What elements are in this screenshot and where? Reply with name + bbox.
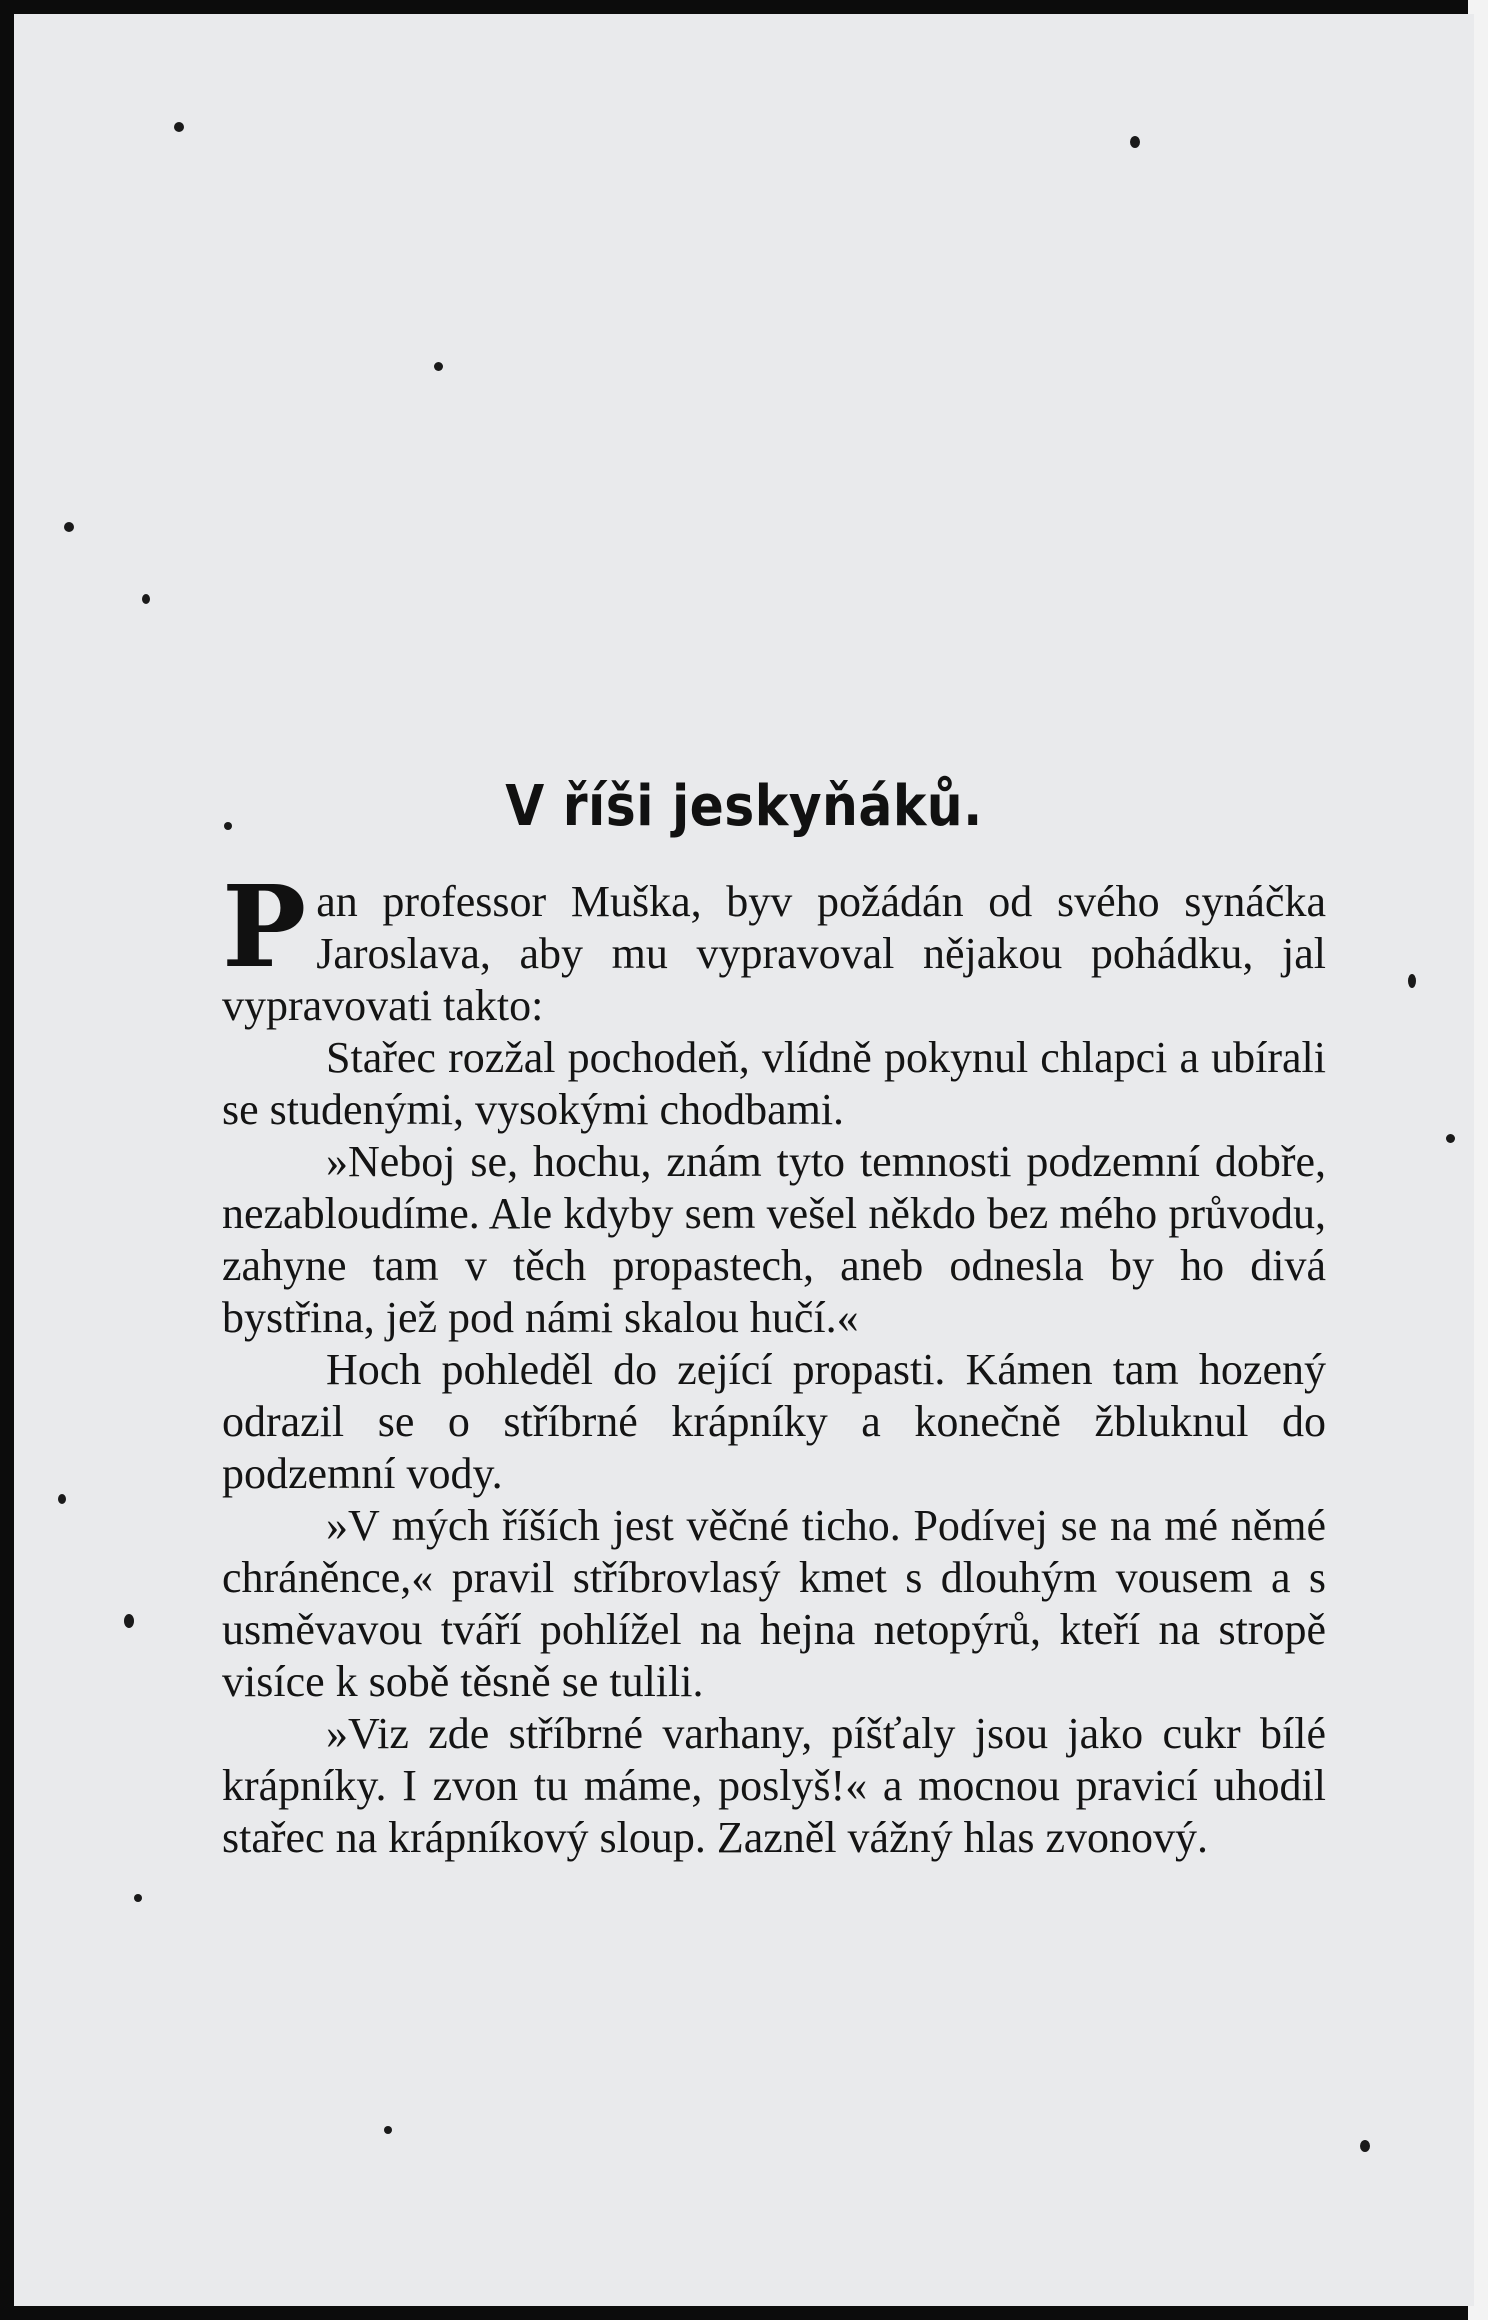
paragraph-5: »V mých říších jest věčné ticho. Podívej se na mé němé chráněnce,« pravil stříbrovlasý kmet s dlouhým vousem a s usměvavou tváří pohlížel na hejna netopýrů, kteří na stropě visíce k sobě těsně se tulili. xyxy=(222,1501,1326,1706)
paragraph-4: Hoch pohleděl do zející propasti. Kámen tam hozený odrazil se o stříbrné krápníky a konečně žbluknul do podzemní vody. xyxy=(222,1345,1326,1498)
paragraph-3: »Neboj se, hochu, znám tyto temnosti podzemní dobře, nezabloudíme. Ale kdyby sem vešel někdo bez mého průvodu, zahyne tam v těch propastech, aneb odnesla by ho divá bystřina, jež pod námi skalou hučí.« xyxy=(222,1137,1326,1342)
book-page xyxy=(14,14,1474,2306)
body-text xyxy=(222,862,1326,1864)
drop-cap: P xyxy=(222,862,307,993)
paragraph-1-text: an professor Muška, byv požádán od svého synáčka Jaroslava, aby mu vypravoval nějakou pohádku, jal vypravovati takto: xyxy=(222,877,1326,1030)
ink-speck xyxy=(134,1894,142,1902)
paragraph-6: »Viz zde stříbrné varhany, píšťaly jsou jako cukr bílé krápníky. I zvon tu máme, poslyš!« a mocnou pravicí uhodil stařec na krápníkový sloup. Zazněl vážný hlas zvonový. xyxy=(222,1709,1326,1862)
ink-speck xyxy=(1408,974,1416,988)
chapter-title: V říši jeskyňáků. xyxy=(505,774,983,839)
ink-speck xyxy=(434,362,443,371)
ink-speck xyxy=(142,594,150,604)
ink-speck xyxy=(58,1494,66,1504)
ink-speck xyxy=(1360,2140,1370,2152)
paragraph-2: Stařec rozžal pochodeň, vlídně pokynul chlapci a ubírali se studenými, vysokými chodbami. xyxy=(222,1033,1326,1134)
paragraph-1 xyxy=(222,862,1326,1032)
ink-speck xyxy=(1446,1134,1455,1143)
ink-speck xyxy=(384,2126,392,2134)
ink-speck xyxy=(64,522,74,532)
ink-speck xyxy=(1130,136,1140,148)
ink-speck xyxy=(124,1614,134,1628)
ink-speck xyxy=(174,122,184,132)
